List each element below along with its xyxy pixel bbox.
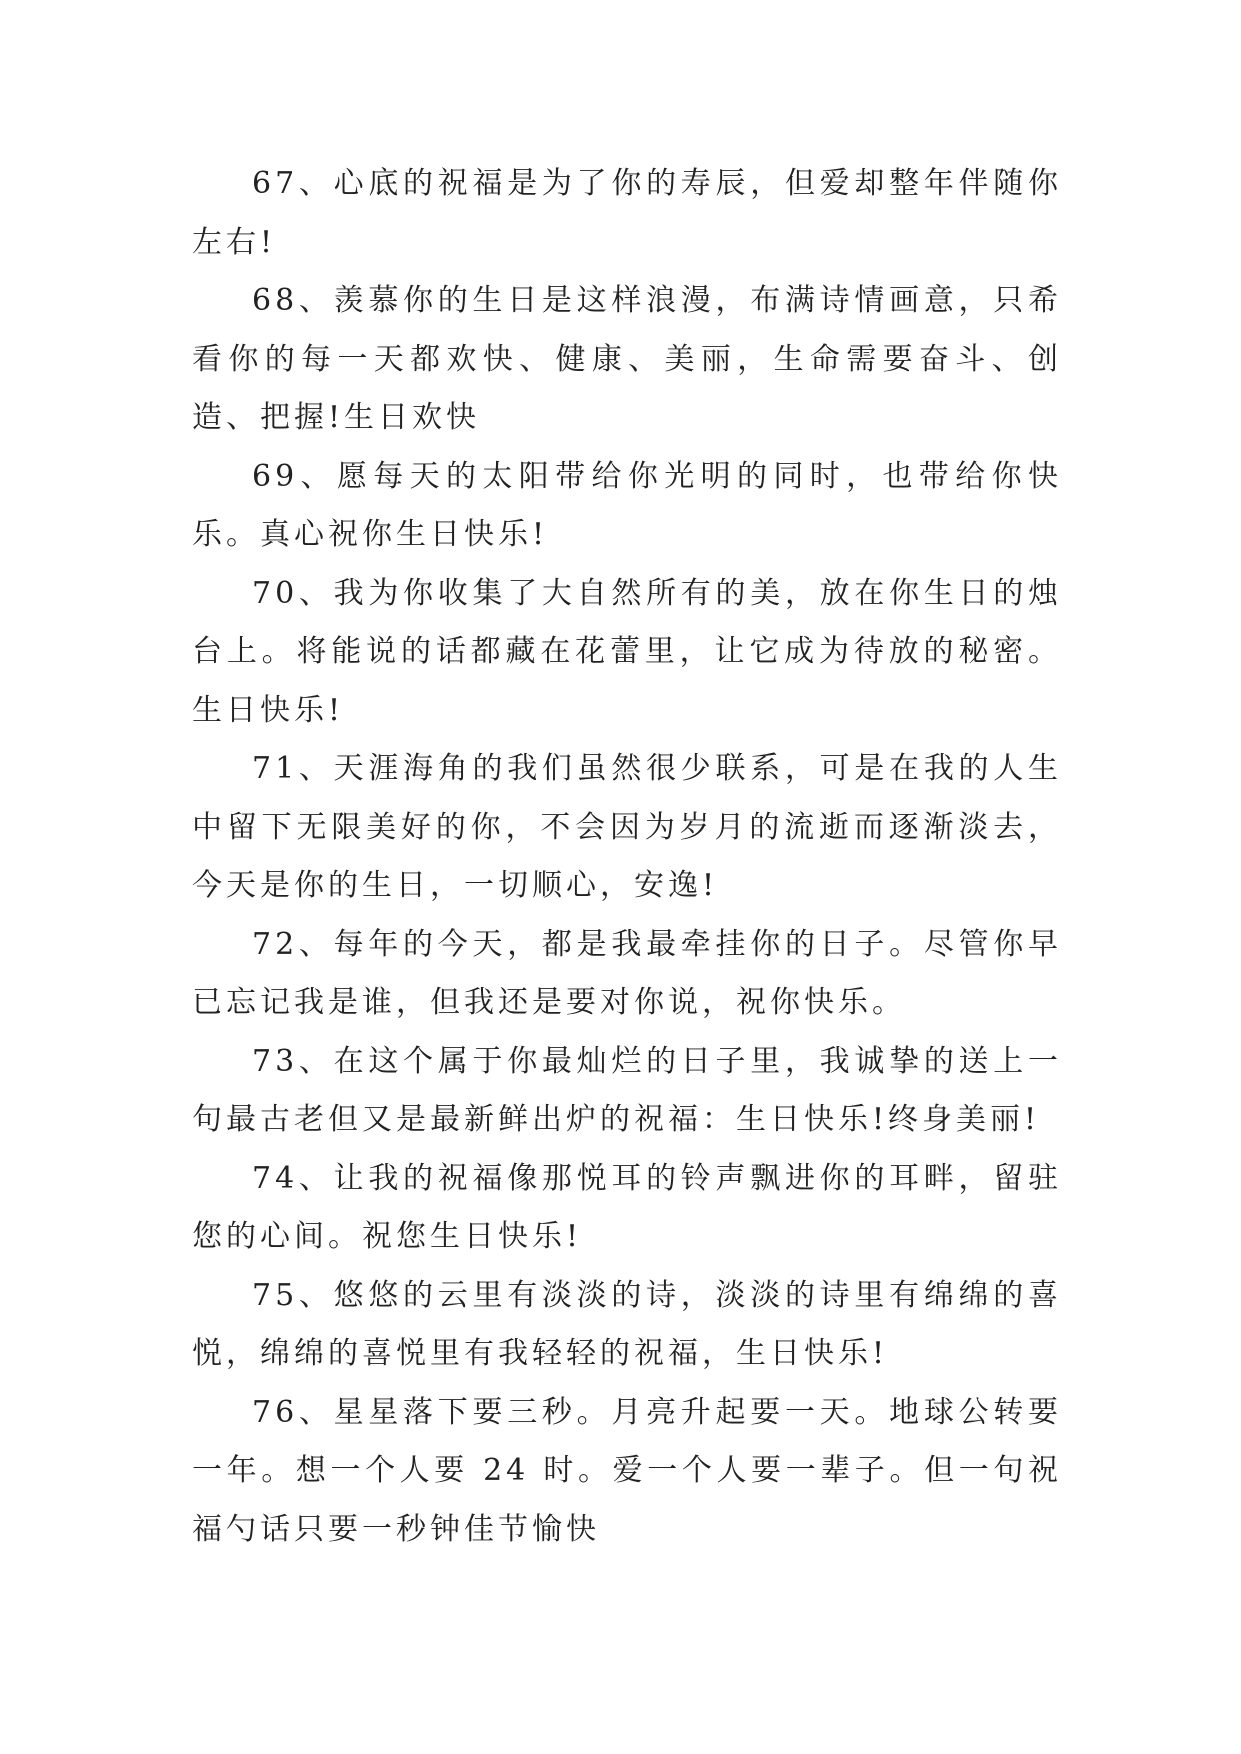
paragraph-74: 74、让我的祝福像那悦耳的铃声飘进你的耳畔，留驻您的心间。祝您生日快乐! (192, 1160, 1062, 1254)
paragraph-67: 67、心底的祝福是为了你的寿辰，但爱却整年伴随你左右! (192, 166, 1062, 260)
paragraph-70: 70、我为你收集了大自然所有的美，放在你生日的烛台上。将能说的话都藏在花蕾里，让它成为待放的秘密。生日快乐! (192, 575, 1062, 728)
paragraph-72: 72、每年的今天，都是我最牵挂你的日子。尽管你早已忘记我是谁，但我还是要对你说，祝你快乐。 (192, 926, 1062, 1020)
paragraph-71: 71、天涯海角的我们虽然很少联系，可是在我的人生中留下无限美好的你，不会因为岁月的流逝而逐渐淡去，今天是你的生日，一切顺心，安逸! (192, 751, 1062, 903)
paragraph-75: 75、悠悠的云里有淡淡的诗，淡淡的诗里有绵绵的喜悦，绵绵的喜悦里有我轻轻的祝福，生日快乐! (192, 1277, 1062, 1371)
paragraph-76: 76、星星落下要三秒。月亮升起要一天。地球公转要一年。想一个人要 24 时。爱一个人要一辈子。但一句祝福勺话只要一秒钟佳节愉快 (192, 1394, 1062, 1547)
paragraph-69: 69、愿每天的太阳带给你光明的同时，也带给你快乐。真心祝你生日快乐! (192, 458, 1062, 552)
paragraph-68: 68、羡慕你的生日是这样浪漫，布满诗情画意，只希看你的每一天都欢快、健康、美丽，生命需要奋斗、创造、把握!生日欢快 (192, 283, 1062, 435)
document-body (192, 155, 1062, 1559)
paragraph-73: 73、在这个属于你最灿烂的日子里，我诚挚的送上一句最古老但又是最新鲜出炉的祝福：生日快乐!终身美丽! (192, 1043, 1062, 1137)
